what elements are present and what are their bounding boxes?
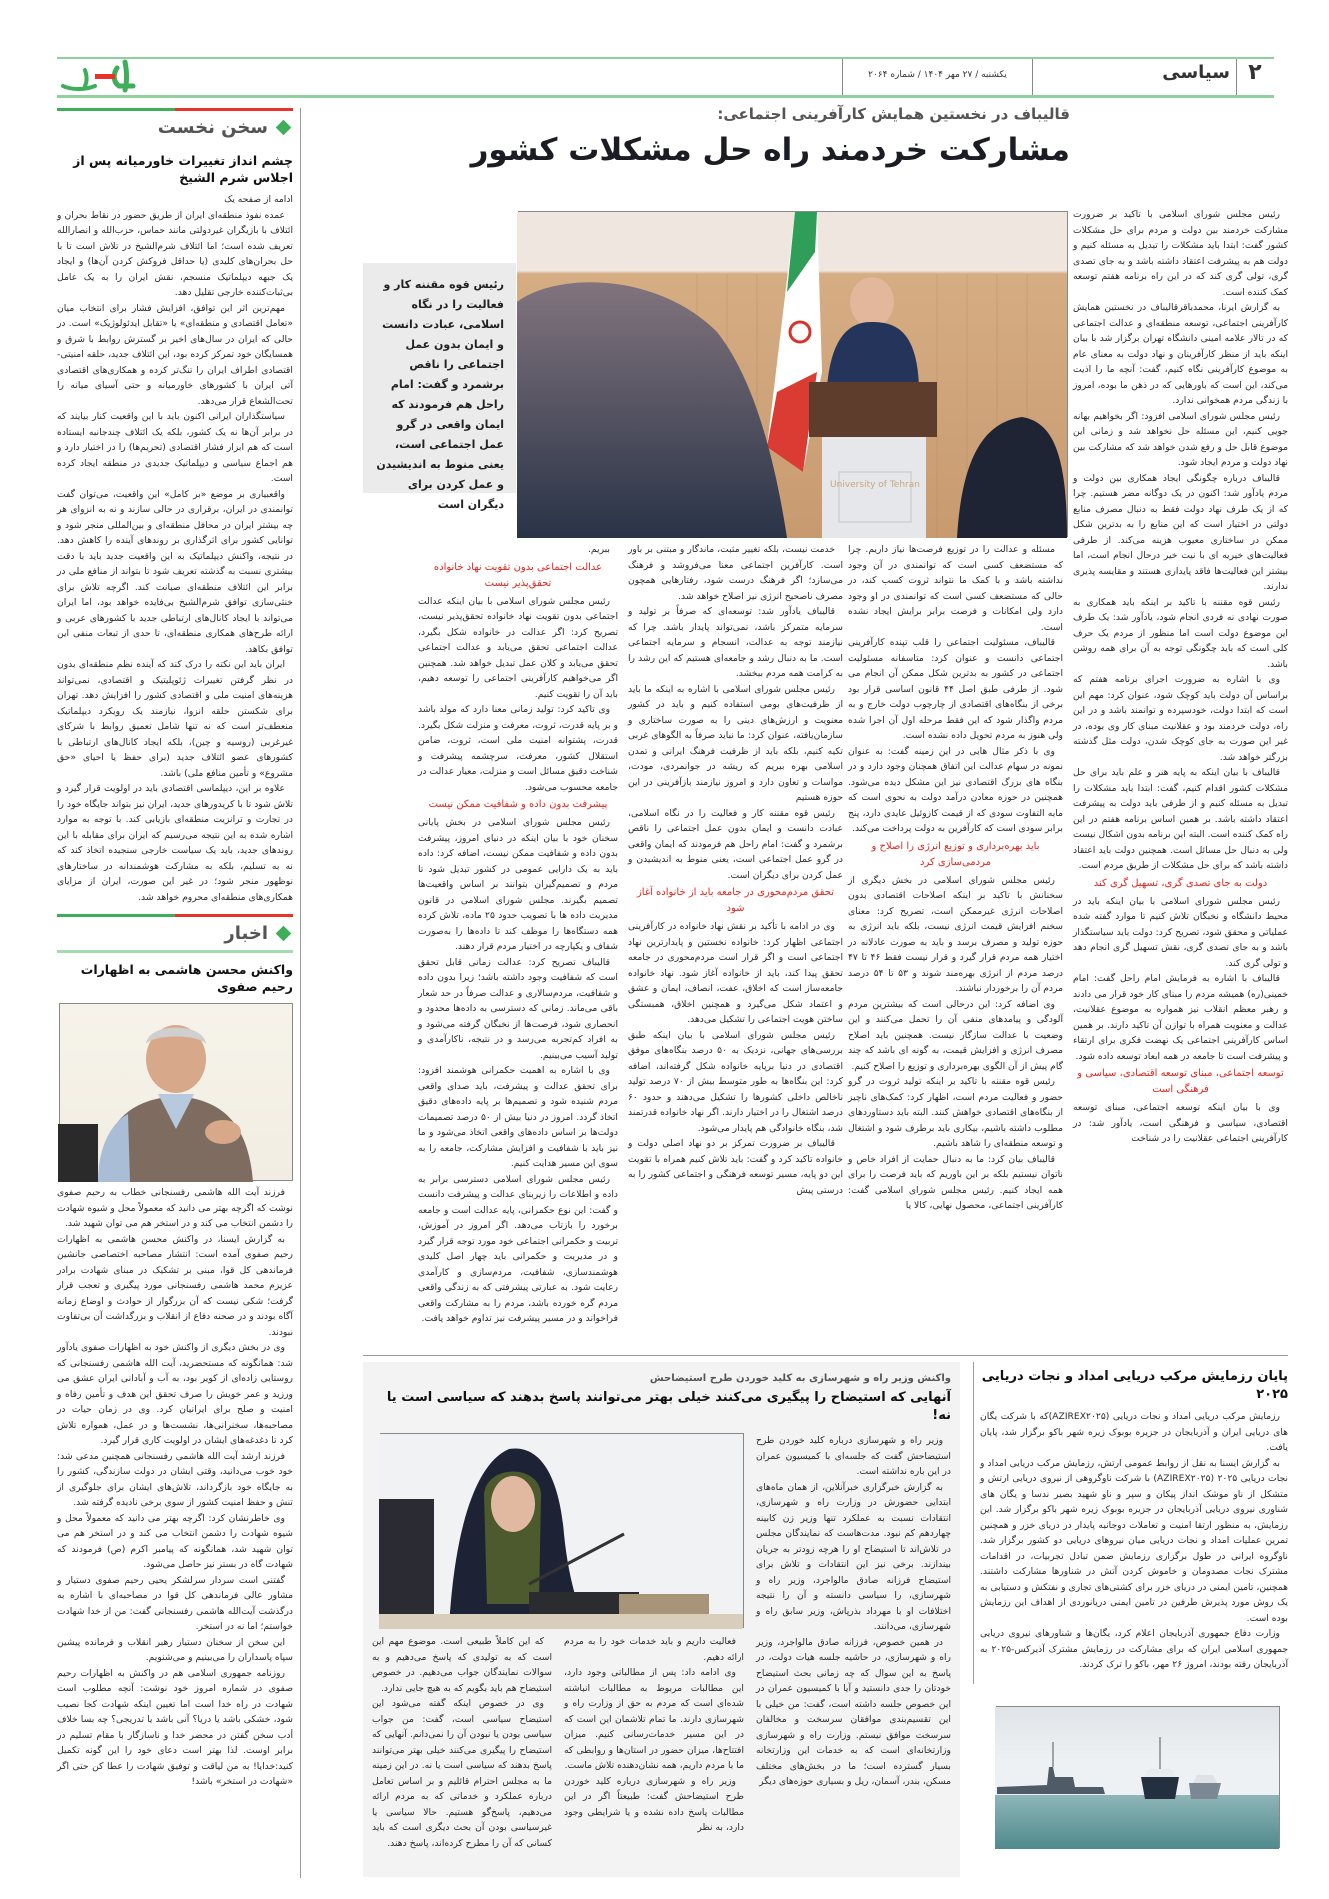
paragraph: مهم‌ترین اثر این توافق، افزایش فشار برای انتخاب میان «تعامل اقتصادی و منطقه‌ای» یا «تقابل ایدئولوژیک» است. در حالی که ایران در سال‌های اخیر بر گسترش روابط با شرق و همسایگان خود تمرکز کرده بود، این ائتلاف جدید، حلقه امنیتی-اقتصادی اطراف ایران را تنگ‌تر کرده و همکاری‌های اقتصادی آتی ایران با کشورهای خاورمیانه و حتی آسیای میانه را تحت‌الشعاع قرار می‌دهد. — [57, 302, 293, 407]
minister-lower-cols — [372, 1634, 744, 1871]
paragraph: رئیس قوه مقننه کار و فعالیت را در نگاه اسلامی، عبادت دانست و ایمان بدون عمل اجتماعی را ناقص برشمرد و گفت: امام راحل هم فرمودند که ایمان واقعی در گرو عمل اجتماعی است، یعنی منوط به اندیشیدن و عمل کردن برای دیگران است. — [628, 807, 843, 881]
paragraph: وی در بخش دیگری از واکنش خود به اظهارات صفوی یادآور شد: همانگونه که مستحضرید، آیت الله هاشمی رفسنجانی که روستایی زاده‌ای از کویر بود، به آب و آبادانی ایران عشق می ورزید و عمر خویش را صرف تحقق این هدف و تأمین رفاه و امنیت و صلح برای ایرانیان کرد. وی در زمان حیات در مصاحبه‌ها، سخنرانی‌ها، نشست‌ها و در عمل، همواره تلاش کرد تا دغدغه‌های ایشان در اولویت کاری قرار گیرد. — [57, 1342, 293, 1446]
paragraph: در همین خصوص، فرزانه صادق مالواجرد، وزیر راه و شهرسازی، در حاشیه جلسه هیات دولت، در پاسخ به این سوال که چه زمانی بحث استیضاح خودتان را جدی دانستید و آیا با کمیسیون عمران در این خصوص جلسه داشته است، گفت: من خیلی با این تقسیم‌بندی موافقان سرسخت و مخالفان سرسخت موافق نیستم. وزارت راه و شهرسازی وزارتخانه‌ای است که به خدمات این وزارتخانه بسیار گسترده است؛ ما در بخش‌های مختلف مسکن، بندر، آسمان، ریل و بسیاری حوزه‌های دیگر — [756, 1636, 951, 1787]
main-photo — [518, 211, 1068, 537]
diamond-icon — [276, 120, 292, 136]
main-col-2 — [848, 542, 1063, 1352]
section-divider — [363, 1355, 1288, 1356]
minister-body — [372, 1433, 951, 1871]
main-col-1 — [1073, 207, 1288, 1352]
rescue-article — [980, 1368, 1288, 1848]
minister-col-left — [372, 1634, 552, 1871]
paragraph: فرزند آیت الله هاشمی رفسنجانی خطاب به رحیم صفوی نوشت که اگرچه بهتر می دانید که معمولاً محل و شیوه شهادت را دشمن انتخاب می کند و در استخر هم می توان شهید شد. — [57, 1187, 293, 1229]
paragraph: قالیباف یادآور شد: توسعه‌ای که صرفاً بر تولید و سرمایه متمرکز باشد، نمی‌تواند پایدار باشد. چرا که نیازمند توجه به عدالت، انسجام و سرمایه اجتماعی است. ما به دنبال رشد و جامعه‌ای هستیم که این رشد را به کرامت همه مردم ببخشد. — [628, 606, 843, 679]
main-kicker: قالیباف در نخستین همایش کارآفرینی اجتماعی: — [717, 105, 1070, 123]
subheading: دولت به جای تصدی گری، تسهیل گری کند — [1093, 877, 1268, 889]
paragraph: وزارت دفاع جمهوری آذربایجان اعلام کرد، یگان‌ها و شناورهای نیروی دریایی جمهوری اسلامی ایران که برای مشارکت در رزمایش مشترک آذیرکس-۲۰۲۵ به آذربایجان رفته بودند، امروز ۲۶ مهر، باکو را ترک کردند. — [980, 1628, 1288, 1670]
header-divider — [842, 59, 843, 95]
paragraph: رئیس مجلس شورای اسلامی دسترسی برابر به داده و اطلاعات را زیربنای عدالت و پیشرفت دانست و گفت: این نوع حکمرانی، پایه عدالت است و جامعه برخورد را بازتاب می‌دهد. اگر امروز در آموزش، تربیت و حکمرانی اجتماعی خود مورد توجه قرار گیرد و در مدیریت و حکمرانی باید چهار اصل کلیدی هوشمندسازی، شفافیت، مردم‌سازی و کارآمدی رعایت شود. به عبارتی پیشرفتی که به زندگی واقعی مردم گره خورده باشد، مردم را به مشارکت واقعی فراخواند و در مسیر پیشرفت نیز تداوم خواهد یافت. — [418, 1173, 618, 1324]
main-col-4 — [363, 542, 618, 1352]
news-headline[interactable]: واکنش محسن هاشمی به اظهارات رحیم صفوی — [80, 962, 293, 994]
paragraph: رئیس مجلس شورای اسلامی با بیان اینکه طبق بررسی‌های جهانی، نزدیک به ۵۰ درصد بنگاه‌های موفق اقتصادی در دنیا برپایه خانواده شکل گرفته‌اند، اضافه کرد: این بنگاه‌ها به طور متوسط بیش از ۷۰ درصد تولید ناخالص داخلی کشورها را تشکیل می‌دهند و حدود ۶۰ درصد اشتغال را در اختیار دارند. اگر نهاد خانواده قدرتمند شد، بنگاه خانوادگی هم پایدار می‌شود. — [628, 1029, 843, 1134]
rescue-headline[interactable]: پایان رزمایش مرکب دریایی امداد و نجات دریایی ۲۰۲۵ — [981, 1369, 1288, 1402]
section-name: سیاسی — [1162, 62, 1230, 83]
paragraph: مسئله و عدالت را در توزیع فرصت‌ها نیاز داریم. چرا که مستضعف کسی است که توانمندی در آن وجود نداشته باشد و با کمک ما نتواند ثروت کسب کند، در حالی که مستضعف کسی است که توانمندی در او وجود دارد ولی امکانات و فرصت برابر برایش ایجاد نشده است. — [848, 544, 1063, 633]
paragraph: وی تاکید کرد: تولید زمانی معنا دارد که مولد باشد و بر پایه قدرت، ثروت، معرفت و منزلت شکل بگیرد. قدرت، پشتوانه امنیت ملی است، ثروت، ضامن استقلال کشور، معرفت، سرچشمه پیشرفت و شناخت دقیق مسائل است و منزلت، معیار عدالت در جامعه محسوب می‌شود. — [418, 704, 618, 793]
paragraph: به گزارش ایسنا، در واکنش محسن هاشمی به اظهارات رحیم صفوی آمده است: انتشار مصاحبه اختصاصی جانشین فرماندهی کل قوا، مبنی بر تشکیک در مبنای شهادت برادر عزیزم محمد هاشمی رفسنجانی مورد پیگیری و تعجب قرار گرفت؛ شکی نیست که آن بزرگوار از حوادث و اوضاع زمانه آگاه بودند و در صحنه دفاع از انقلاب و بزرگداشت آن بی‌تفاوت نبودند. — [57, 1233, 293, 1338]
minister-kicker: واکنش وزیر راه و شهرسازی به کلید خوردن طرح استیضاحش — [649, 1373, 951, 1384]
editorial-column — [57, 108, 293, 903]
paragraph: رئیس مجلس شورای اسلامی با بیان اینکه باید در محیط دانشگاه و نخبگان تلاش کنیم تا موارد گفته شده عملیاتی و محقق شود، تصریح کرد: دولت باید سیاستگذار باشد و به جای تصدی گری، نقش تسهیل گری انجام دهد و تولی گری کند. — [1073, 895, 1288, 969]
paragraph: رزمایش مرکب دریایی امداد و نجات دریایی (AZIREX۲۰۲۵)که با شرکت یگان های دریایی ایران و آذربایجان در جزیره بوبوک زیره شهر باکو برگزار شد، پایان یافت. — [980, 1411, 1288, 1453]
paragraph: وزیر راه و شهرسازی درباره کلید خوردن طرح استیضاحش گفت که جلسه‌ای با کمیسیون عمران در این باره نداشته است. — [756, 1435, 951, 1477]
paragraph: علاوه بر این، دیپلماسی اقتصادی باید در اولویت قرار گیرد و تلاش شود تا با کریدورهای جدید، ایران نیز بتواند جایگاه خود را در تجارت و ترانزیت منطقه‌ای بازیابی کند. با توجه به موارد اشاره شده به این نتیجه می‌رسیم که ایران برای مقابله با این روندهای جدید، باید یک سیاست خارجی سنجیده اتخاذ کند که نه به تسلیم، بلکه به مشارکت هوشمندانه در ساختارهای نوظهور منجر شود؛ در غیر این صورت، ایران از مزایای همکاری‌های منطقه‌ای محروم خواهد شد. — [57, 783, 293, 903]
continued-note: ادامه از صفحه یک — [224, 194, 293, 205]
paragraph: قالیباف درباره چگونگی ایجاد همکاری بین دولت و مردم یادآور شد: اکنون در یک دوگانه مضر هستیم. چرا که از یک طرف نهاد دولت فقط به دنبال مصرف منابع دولتی در اختیار است که این منابع را به بدترین شکل ممکن در ساختاری معیوب هزینه می‌کند. از طرفی فعالیت‌های خیریه ای با نیت خیر درحال انجام است، اما بیشتر این فعالیت‌ها فاقد پایداری هستند و مقایسه پذیری ندارند. — [1073, 472, 1288, 592]
header-bottom-rule — [57, 95, 1274, 98]
paragraph: قالیباف تصریح کرد: عدالت زمانی قابل تحقق است که شفافیت وجود داشته باشد؛ زیرا بدون داده و شفافیت، مردم‌سالاری و عدالت صرفاً در حد شعار باقی می‌ماند. زمانی که دسترسی به داده‌ها محدود و انحصاری شود، فرصت‌ها از نخبگان گرفته می‌شود و به افراد کم‌تجربه می‌رسد و در نتیجه، ناکارآمدی و تولید آسیب می‌بینیم. — [418, 956, 618, 1061]
minister-left-area — [372, 1433, 744, 1871]
paragraph: رئیس مجلس شورای اسلامی افزود: اگر بخواهیم بهانه جویی کنیم، این مسئله حل نخواهد شد و زمانی این موضوع قابل حل و رفع شدن خواهد شد که مشارکت بین نهاد دولت و مردم ایجاد شود. — [1073, 410, 1288, 468]
paragraph: وی در ادامه با تأکید بر نقش نهاد خانواده در کارآفرینی اجتماعی اظهار کرد: خانواده نخستین و پایدارترین نهاد اجتماعی است و اگر قرار است مردم‌محوری در جامعه تحقق پیدا کند، باید از خانواده آغاز شود. نهاد خانواده جامعه‌ساز است که اخلاق، عفت، انصاف، ایمان و عشق و اعتماد شکل می‌گیرد و همچنین اخلاق، همبستگی ساختن هویت اجتماعی را تشکیل می‌دهد. — [628, 921, 843, 1025]
main-col-3 — [628, 542, 843, 1352]
paragraph: رئیس مجلس شورای اسلامی با اشاره به اینکه ما باید از ظرفیت‌های بومی استفاده کنیم و باید در کشور معنویت و ارزش‌های دینی را به صورت ساختاری و سازمان‌یافته، عنوان کرد: ما نباید صرفاً به الگوهای غربی تکیه کنیم، بلکه باید از ظرفیت فرهنگ ایرانی و تمدن اسلامی بهره ببریم که ریشه در جوانمردی، مودت، مواسات و تعاون دارد و امروز نیازمند بازآفرینی در این حوزه هستیم — [628, 683, 843, 803]
main-headline[interactable]: مشارکت خردمند راه حل مشکلات کشور — [470, 132, 1070, 168]
ships-photo — [996, 1706, 1280, 1848]
editorial-body — [57, 192, 293, 905]
editorial-section-title: سخن نخست — [57, 117, 293, 138]
rescue-body — [980, 1409, 1288, 1700]
paragraph: گفتنی است سردار سرلشکر یحیی رحیم صفوی دستیار و مشاور عالی فرماندهی کل قوا در مصاحبه‌ای با اشاره به درگذشت آیت‌الله هاشمی رفسنجانی گفت: من از خدا شهادت خواستم؛ اما نه در استخر. — [57, 1574, 293, 1632]
header-top-rule — [57, 57, 1274, 59]
paragraph: ایران باید این نکته را درک کند که آینده نظم منطقه‌ای بدون در نظر گرفتن تغییرات ژئوپلیتیک و اقتصادی، نمی‌تواند هزینه‌های امنیت ملی و اقتصادی کشور را افزایش دهد. تهران برای شکستن حلقه انزوا، نیازمند یک رویکرد دیپلماتیک منعطف‌تر است که نه تنها شامل تعمیق روابط با شرکای غیرغربی (روسیه و چین)، بلکه ایجاد کانال‌های ارتباطی با کشورهای عضو ائتلاف جدید (برای حفظ یا احیای «حق مشروع» و تأمین منافع ملی) باشد. — [57, 659, 293, 779]
paragraph: قالیباف بر ضرورت تمرکز بر دو نهاد اصلی دولت و خانواده تاکید کرد و گفت: باید تلاش کنیم همراه با تقویت این دو پایه، مسیر توسعه فرهنگی و اجتماعی کشور را به درستی پیش — [628, 1138, 843, 1196]
news-section — [57, 914, 293, 1874]
paragraph: رئیس قوه مقننه با تاکید بر اینکه تولید ثروت در گرو حضور و فعالیت مردم است، اظهار کرد: کمک‌های ناچیز از بنگاه‌های اقتصادی خواهش کنند. البته باید دستاوردهای مطلوب داشته باشیم، بیکاری باید برطرف شود و اشتغال و توسعه منطقه‌ای را شاهد باشیم. — [848, 1076, 1063, 1149]
paragraph: فرزند ارشد آیت الله هاشمی رفسنجانی همچنین مدعی شد: خود خوب می‌دانید، وقتی ایشان در دولت سازندگی، کشور را به جایگاه خود بازگرداند، تلاش‌های ایشان برای جلوگیری از تنش و حفظ امنیت کشور از سوی برخی نادیده گرفته شد. — [57, 1450, 293, 1508]
paragraph: وی با اشاره به اهمیت حکمرانی هوشمند افزود: برای تحقق عدالت و پیشرفت، باید صدای واقعی مردم شنیده شود و تصمیم‌ها بر پایه داده‌های دقیق اتخاذ گردد. امروز در دنیا بیش از ۵۰ درصد تصمیمات دولت‌ها بر اساس داده‌های واقعی اتخاذ می‌شود و ما نیز باید با شفافیت و افزایش مشارکت، جامعه را به سوی این مسیر هدایت کنیم. — [418, 1065, 618, 1169]
paragraph: قالیباف با اشاره به فرمایش امام راحل گفت: امام خمینی(ره) همیشه مردم را مبنای کار خود قرار می دادند و رهبر معظم انقلاب نیز همواره به موضوع عقلانیت، عدالت و معنویت همراه با توازن آن تاکید دارند. بر همین اساس کارآفرینی اجتماعی یک نهضت فکری برای ارتقاء و پیشرفت است تا جامعه در همه ابعاد توسعه داده شود. — [1073, 973, 1288, 1062]
minister-photo — [380, 1433, 744, 1628]
paragraph: رئیس مجلس شورای اسلامی با بیان اینکه عدالت اجتماعی بدون تقویت نهاد خانواده تحقق‌پذیر نیست، تصریح کرد: اگر عدالت در خانواده شکل بگیرد، عدالت اجتماعی تحقق می‌یابد و عدالت اجتماعی تحقق می‌یابد و کلان عمل تبدیل خواهد شد. همچنین اگر می‌خواهیم کارآفرینی اجتماعی را توسعه دهیم، باید آن را تقویت کنیم. — [418, 595, 618, 700]
page-number: ۲ — [1248, 60, 1262, 85]
paragraph: وی با اشاره به ضرورت اجرای برنامه هفتم که براساس آن دولت باید کوچک شود، عنوان کرد: مهم این است که ابتدا دولت، خودسپرده و توانمند باشد و در این راه، دولت خردمند بود و عقلانیت مبنای کار وی بوده، در غیر این صورت به جای کوچک شدن، دولت مثل گذشته بزرگتر خواهد شد. — [1073, 674, 1288, 763]
paragraph: قالیباف با بیان اینکه به پایه هنر و علم باید برای حل مشکلات کشور اقدام کنیم، گفت: ابتدا باید مشکلات را تبدیل به مسئله کنیم و از طرفی باید دولت به پیشرفت اعتقاد داشته باشد. بر همین اساس برنامه هفتم در این راه کمک کننده است. البته این برنامه بدون اشکال نیست ولی به دنبال حل مسائل است. همچنین دولت باید اعتقاد داشته باشد که برای حل مشکلات از طریق مردم است. — [1073, 767, 1288, 871]
paragraph: وی ادامه داد: پس از مطالباتی وجود دارد، این مطالبات مربوط به مطالبات انباشته شده‌ای است که مردم به حق از وزارت راه و شهرسازی دارند. ما تمام تلاشمان این است که در این مسیر خدمات‌رسانی کنیم. میزان افتتاح‌ها، میزان حضور در استان‌ها و روابطی که ما با مردم داریم، همه نشان‌دهنده تلاش ماست. — [564, 1667, 744, 1771]
paragraph: ببریم. — [588, 544, 610, 555]
paragraph: وی اضافه کرد: این درحالی است که بیشترین مردم آلودگی و پیامدهای منفی آن را تحمل می‌کنند و این وضعیت با عدالت سازگار نیست. همچنین باید اصلاح مصرف انرژی و افزایش قیمت، به گونه ای باشد که چند گام پیش از آن الگوی بهره‌برداری و توزیع را اصلاح کنیم. — [848, 998, 1063, 1072]
paragraph: که این کاملاً طبیعی است. موضوع مهم این است که به تولیدی که پاسخ می‌دهیم و به سوالات نمایندگان جواب می‌دهیم. در خصوص استیضاح هم باید بگویم که به هیچ جایی ندارد. — [372, 1636, 552, 1694]
minister-col-right — [756, 1433, 951, 1871]
podium-text: University of Tehran — [830, 480, 920, 490]
subheading: توسعه اجتماعی، مبنای توسعه اقتصادی، سیاسی و فرهنگی است — [1077, 1068, 1284, 1095]
paragraph: به گزارش ایرنا، محمدباقرقالیباف در نخستین همایش کارآفرینی اجتماعی، توسعه منطقه‌ای و عدالت اجتماعی که در تالار علامه امینی دانشگاه تهران برگزار شد با بیان اینکه باید از منظر کارآفرینان و نهاد دولت به معنای عام به موضوع کارآفرینی نگاه کنیم، گفت: آنچه ما را اذیت می‌کند، این است که باورهایی که در ذهن ما بوده، امروز با زندگی مردم همخوانی ندارد. — [1073, 302, 1288, 406]
paragraph: رئیس قوه مقننه با تاکید بر اینکه باید همکاری به صورت نهادی نه فردی انجام شود، یادآور شد: یک طرف این موضوع دولت است اما منظور از مردم یک حرف کلی است که باید چگونگی توجه به آن برای همه روشن باشد. — [1073, 596, 1288, 670]
news-rule — [57, 950, 293, 953]
paragraph: عمده نفوذ منطقه‌ای ایران از طریق حضور در نقاط بحران و ائتلاف با بازیگران غیردولتی مانند حماس، حزب‌الله و انصارالله تعریف شده است؛ اما ائتلاف شرم‌الشیخ در تلاش است تا با حل بحران‌های کلیدی (یا حداقل فروکش کردن آن‌ها) و ایجاد یک جبهه دیپلماتیک منسجم، نقش ایران را به یک عامل بی‌ثبات‌کننده خارجی تقلیل دهد. — [57, 209, 293, 298]
subheading: پیشرفت بدون داده و شفافیت ممکن نیست — [428, 799, 608, 810]
subheading: تحقق مردم‌محوری در جامعه باید از خانواده آغاز شود — [636, 887, 835, 914]
diamond-icon — [276, 926, 292, 942]
paragraph: واقعبیاری بر موضع «بر کامل» این واقعیت، می‌توان گفت توانمندی در ایران، برقراری در حالی سازند و نه به انزوای هر چه بیشتر ایران در محافل منطقه‌ای و بین‌المللی منجر شود و توانایی کشور برای اثرگذاری بر روندهای آینده را کاهش دهد. در نتیجه، واکنش دیپلماتیک به این واقعیت جدید باید با دقت بیشتری نسبت به گذشته تعریف شود تا بتواند از منافع ملی در برابر این ائتلاف منطقه‌ای صیانت کند. اگرچه تلاش برای خنثی‌سازی توافق شرم‌الشیخ بی‌فایده خواهد بود، اما ایران می‌تواند با ایجاد کانال‌های ارتباطی جدید با کشورهای عربی و ارائه طرح‌های همکاری منطقه‌ای، تا حدی از تبعات منفی این توافق بکاهد. — [57, 488, 293, 655]
paragraph: به گزارش ایسنا به نقل از روابط عمومی ارتش، رزمایش مرکب دریایی امداد و نجات دریایی ۲۰۲۵ (AZIREX۲۰۲۵) با شرکت ناوگروهی از نیروی دریایی ارتش و متشکل از ناو موشک انداز پیکان و سپر و ناو شهید بصیر ندسا و یگان های شناوری نیروی دریایی آذربایجان در جزیره بوبوک زیره شهر باکو برگزار شد. این رزمایش، به منظور ارتقا امنیت و تعاملات دوجانبه پایدار در دریای خزر و همچنین تمرین عملیات امداد و نجات دریایی میان نیروهای دریایی دو کشور برگزار شد. ناوگروه ایرانی در طول برگزاری رزمایش ضمن تبادل تجربیات، در اقدامات مشترک نجات مصدومان و خاموش کردن آتش در شناورها مشارکت داشتند. همچنین، تامین ایمنی در دریای خزر برای کشتی‌های تجاری و نفتکش و دستیابی به یک روش مورد پذیرش طرفین در تامین ایمنی دریانوردی از اهداف این رزمایش بوده است. — [980, 1457, 1288, 1624]
paragraph: به گزارش خبرگزاری خبرآنلاین، از همان ماه‌های ابتدایی حضورش در وزارت راه و شهرسازی، انتقادات نسبت به عملکرد تنها وزیر زن کابینه چهاردهم کم نبود. مدت‌هاست که نمایندگان مجلس در تلاش‌اند تا استیضاح او را هرچه زودتر به جریان بیندازند. برخی نیز این انتقادات و تلاش برای استیضاح فرزانه صادق مالواجرد، وزیر راه و شهرسازی، را سیاسی دانسته و آن را نتیجه اختلافات او با مهرداد بذرپاش، وزیر سابق راه و شهرسازی، می‌دانند. — [756, 1481, 951, 1632]
paragraph: روزنامه جمهوری اسلامی هم در واکنش به اظهارات رحیم صفوی در شماره امروز خود نوشت: آنچه مطلوب است شهادت در راه خدا است اما تعیین اینکه شهادت کجا نصیب شود، خشکی باشد یا دریا؟ آنی باشد یا تدریجی؟ چه بسا خلاف أدب سخن گفتن در محضر خدا و ناسازگار با مقام تسلیم در برابر اوست. لذا بهتر است دعای خود را این گونه تکمیل کنید:خدایا! به من لیاقت و توفیق شهادت را عطا کن حتی اگر «شهادت در استخر» باشد! — [57, 1667, 293, 1787]
main-head-block — [470, 104, 1070, 170]
dateline: یکشنبه / ۲۷ مهر ۱۴۰۴ / شماره ۲۰۶۴ — [868, 70, 1007, 80]
minister-headline[interactable]: آنهایی که استیضاح را پیگیری می‌کنند خیلی بهتر می‌توانند پاسخ بدهند که سیاسی است یا نه! — [386, 1390, 951, 1423]
subheading: عدالت اجتماعی بدون تقویت نهاد خانواده تحقق‌پذیر نیست — [433, 561, 603, 589]
news-top-bar — [57, 914, 293, 917]
header-divider — [1236, 59, 1237, 95]
newspaper-logo[interactable] — [55, 58, 145, 96]
news-photo — [59, 1003, 293, 1181]
paragraph: وی در خصوص اینکه گفته می‌شود این استیضاح سیاسی است، گفت: من جواب سیاسی بودن یا نبودن آن را نمی‌دانم. آنهایی که استیضاح را پیگیری می‌کنند خیلی بهتر می‌توانند پاسخ بدهند که سیاسی است یا نه. در این زمینه ما به مجلس احترام قائلیم و بر اساس تعامل درباره عملکرد و خدماتی که به مردم ارائه می‌دهیم، پاسخ‌گو هستیم. حالا سیاسی یا غیرسیاسی بودن آن بحث دیگری است که باید کسانی که آن را مطرح کرده‌اند، پاسخ دهند. — [372, 1698, 552, 1849]
paragraph: وی با ذکر مثال هایی در این زمینه گفت: به عنوان نمونه در سهام عدالت این اتفاق همچنان وجود دارد و در بنگاه های بزرگ اقتصادی نیز این مشکل دیده می‌شود. همچنین در حوزه معادن درآمد دولت به نحوی است که مابه التفاوت سودی که از قیمت کازوئیل عایدی دارد، پنج برابر سودی است که کارآفرین به دولت پرداخت می‌کند. — [848, 745, 1063, 834]
pull-quote: رئیس قوه مقننه کار و فعالیت را در نگاه اسلامی، عبادت دانست و ایمان بدون عمل اجتماعی را ناقص برشمرد و گفت: امام راحل هم فرمودند که ایمان واقعی در گرو عمل اجتماعی است، یعنی منوط به اندیشیدن و عمل کردن برای دیگران است — [363, 263, 516, 493]
paragraph: این سخن از سخنان دستیار رهبر انقلاب و فرمانده پیشین سپاه پاسداران را می‌بینیم و می‌شنویم. — [57, 1636, 293, 1663]
paragraph: قالیباف بیان کرد: ما به دنبال حمایت از افراد خاص و ناتوان نیستیم بلکه بر این باوریم که باید فرصت را برای همه ایجاد کنیم. رئیس مجلس شورای اسلامی گفت: کارآفرینی اجتماعی، محصول نهایی، کالا یا — [848, 1153, 1063, 1211]
column-divider — [973, 1362, 974, 1684]
paragraph: فعالیت داریم و باید خدمات خود را به مردم ارائه دهیم. — [564, 1636, 744, 1663]
paragraph: رئیس مجلس شورای اسلامی در بخش پایانی سخنان خود با بیان اینکه در دنیای امروز، پیشرفت بدون داده و شفافیت ممکن نیست، اضافه کرد: داده باید به یک دارایی عمومی در کشور تبدیل شود تا مردم و تصمیم‌گیران بتوانند بر اساس واقعیت‌ها تصمیم بگیرند. مجلس شورای اسلامی در قانون مدیریت داده ها با تصویب حدود ۲۵ ماده، تلاش کرده همه دستگاه‌ها را موظف کند تا داده‌ها را به‌صورت شفاف و یکپارچه در اختیار مردم قرار دهند. — [418, 817, 618, 952]
paragraph: قالیباف، مسئولیت اجتماعی را قلب تپنده کارآفرینی اجتماعی دانست و عنوان کرد: متاسفانه مسئولیت اجتماعی در کشور به بدترین شکل ممکن آن انجام می شود. از طرفی طبق اصل ۴۴ قانون اساسی قرار بود برخی از بنگاه‌های اقتصادی از چارچوب دولت خارج و به مردم واگذار شود که این فقط مرحله اول آن اجرا شده ولی هنوز به مردم تحویل داده نشده است. — [848, 637, 1063, 741]
paragraph: رئیس مجلس شورای اسلامی با تاکید بر ضرورت مشارکت خردمند بین دولت و مردم برای حل مشکلات کشور گفت: ابتدا باید مشکلات را تبدیل به مسئله کنیم و دولت هم به پیشرفت اعتقاد داشته باشد و به جای تصدی گری، تولی گری کند که در این راه برنامه هفتم توسعه کمک کننده است. — [1073, 209, 1288, 298]
minister-col-mid — [564, 1634, 744, 1871]
paragraph: خدمت نیست، بلکه تغییر مثبت، ماندگار و مبتنی بر باور است. کارآفرین اجتماعی معنا می‌فروشد و فرهنگ می‌سازد؛ اگر فرهنگ درست شود، رفتارهایی همچون مصرف ناصحیح انرژی نیز اصلاح خواهد شد. — [628, 544, 843, 602]
editorial-top-bar — [57, 108, 293, 111]
paragraph: وزیر راه و شهرسازی درباره کلید خوردن طرح استیضاحش گفت: طبیعتاً اگر در این مطالبات پاسخ داده نشده و یا شرایطی وجود دارد، به نظر — [564, 1775, 744, 1833]
subheading: باید بهره‌برداری و توزیع انرژی را اصلاح و مردمی‌سازی کرد — [871, 840, 1040, 868]
paragraph: رئیس مجلس شورای اسلامی در بخش دیگری از سخنانش با تاکید بر اینکه اصلاحات اقتصادی بدون اصلاحات انرژی غیرممکن است، تصریح کرد: معنای سخنم افزایش قیمت انرژی نیست، بلکه باید انرژی به حوزه تولید و مصرف برسد و باید به صورت عادلانه در اختیار همه مردم قرار گیرد و قرار نیست فقط ۴۶ تا ۴۷ درصد مردم از انرژی بهره‌مند شوند و ۵۳ تا ۵۴ درصد مردم آن را برخوردار نباشند. — [848, 874, 1063, 994]
paragraph: وی خاطرنشان کرد: اگرچه بهتر می دانید که معمولاً محل و شیوه شهادت را دشمن انتخاب می کند و در استخر هم می توان شهید شد، همانگونه که پیامبر اکرم (ص) فرمودند که شهادت گاه در بستر نیز حاصل می‌شود. — [57, 1512, 293, 1570]
paragraph: وی با بیان اینکه توسعه اجتماعی، مبنای توسعه اقتصادی، سیاسی و فرهنگی است، یادآور شد: در کارآفرینی اجتماعی عقلانیت را در شناخت — [1073, 1102, 1288, 1144]
header-divider — [1032, 59, 1033, 95]
minister-article-box — [363, 1362, 960, 1877]
news-body — [57, 1185, 293, 1874]
news-section-title: اخبار — [57, 923, 293, 944]
editorial-headline[interactable]: چشم انداز تغییرات خاورمیانه پس از اجلاس شرم الشیخ — [73, 153, 293, 185]
column-divider — [300, 108, 301, 1878]
paragraph: سیاستگذاران ایرانی اکنون باید با این واقعیت کنار بیایند که در برابر آن‌ها نه یک کشور، بلکه یک ائتلاف چندجانبه ایستاده است که هم ابزار فشار اقتصادی (تحریم‌ها) را در اختیار دارد و هم اجماع سیاسی و دیپلماتیک جدیدی در منطقه ایجاد کرده است. — [57, 411, 293, 484]
